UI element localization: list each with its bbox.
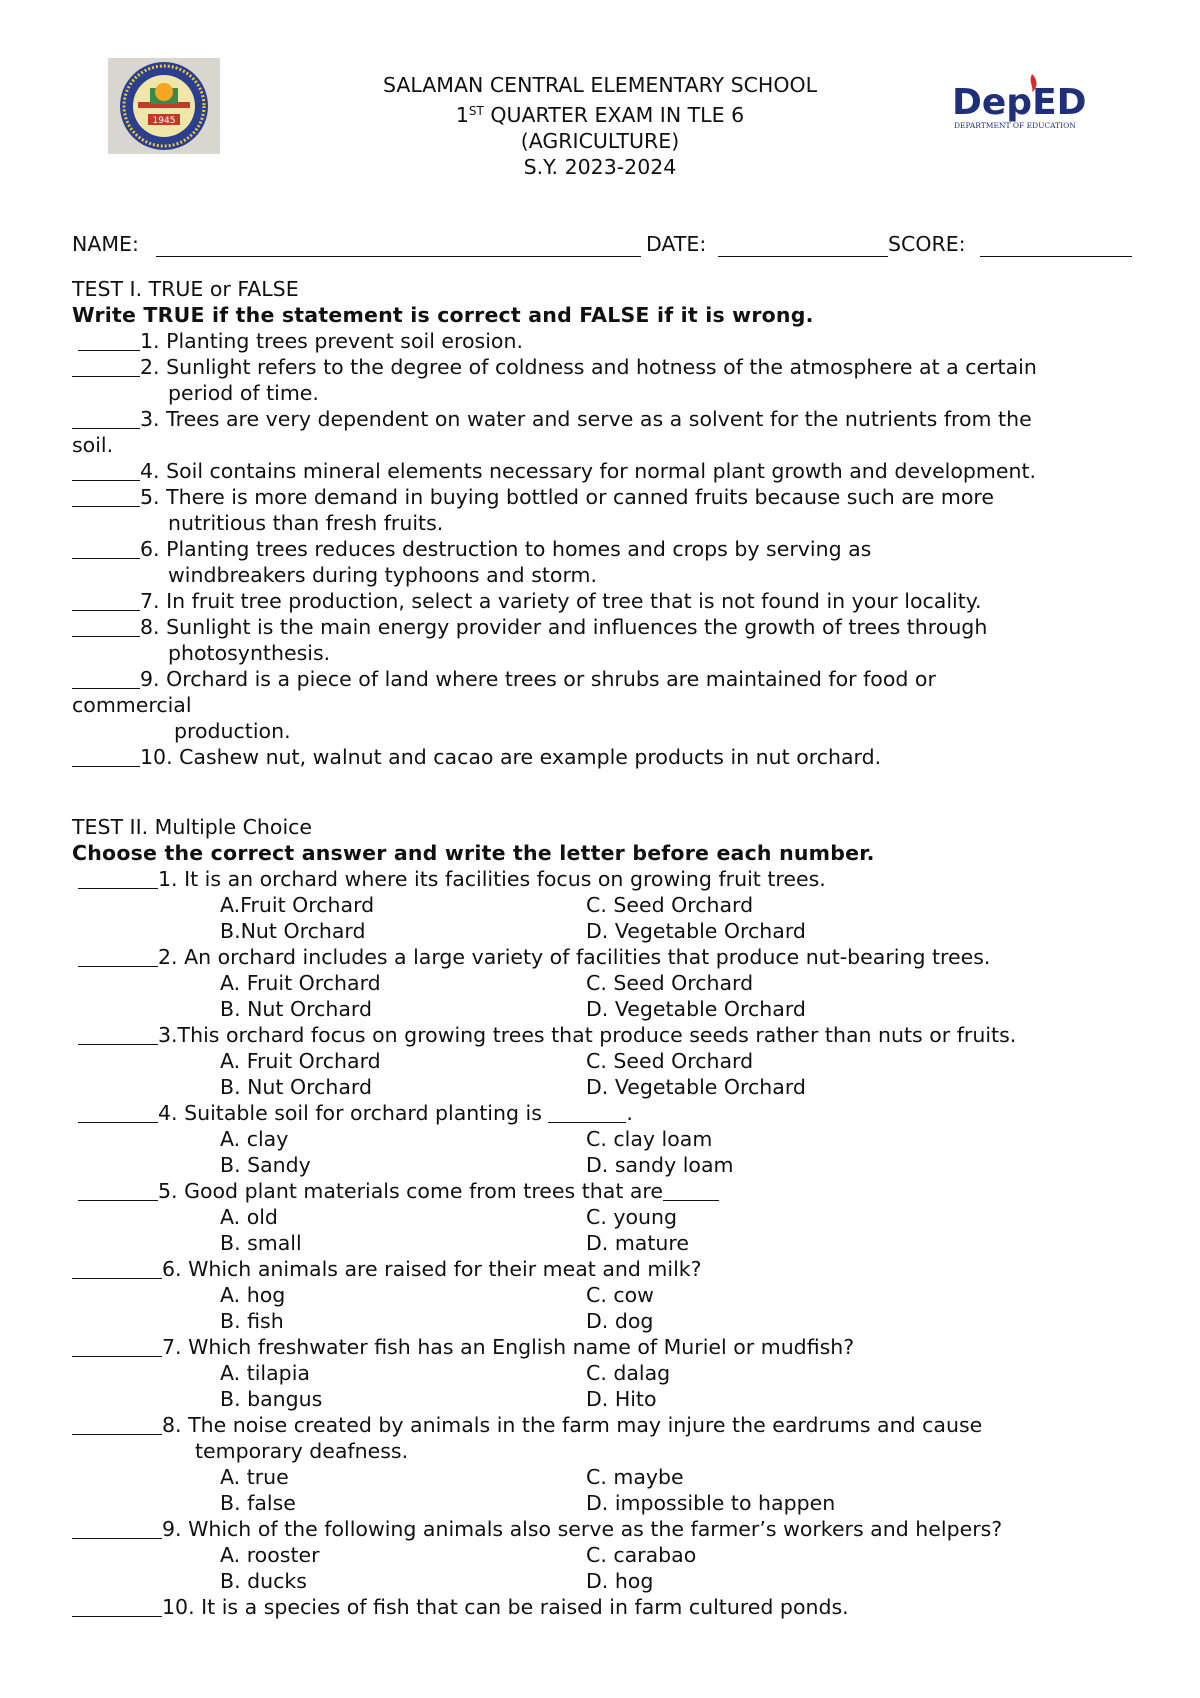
option-a: A. Fruit Orchard (220, 1049, 381, 1073)
list-item-continuation: photosynthesis. (168, 641, 331, 665)
answer-blank[interactable] (72, 1518, 162, 1539)
options-row (72, 1048, 1142, 1074)
option-b: B. Nut Orchard (220, 1075, 372, 1099)
list-item-continuation: soil. (72, 433, 114, 457)
name-label: NAME: (72, 232, 139, 256)
option-b: B. Nut Orchard (220, 997, 372, 1021)
exam-subject: (AGRICULTURE) (520, 129, 680, 153)
school-year: S.Y. 2023-2024 (523, 155, 677, 179)
deped-logo-text: DepED (952, 82, 1087, 123)
list-item: 1. Planting trees prevent soil erosion. (72, 328, 1142, 354)
answer-blank[interactable] (72, 616, 140, 637)
deped-logo (950, 68, 1115, 140)
options-row (72, 1568, 1142, 1594)
answer-blank[interactable] (72, 1414, 162, 1435)
option-d: D. Vegetable Orchard (586, 919, 806, 943)
score-field[interactable] (980, 256, 1132, 257)
option-d: D. hog (586, 1569, 654, 1593)
options-row (72, 1126, 1142, 1152)
option-d: D. sandy loam (586, 1153, 734, 1177)
option-c: C. Seed Orchard (586, 1049, 754, 1073)
name-field[interactable] (156, 256, 641, 257)
answer-blank[interactable] (72, 590, 140, 611)
answer-blank[interactable] (78, 1102, 158, 1123)
question-row: 3.This orchard focus on growing trees that produce seeds rather than nuts or fruits. (72, 1022, 1142, 1048)
options-row (72, 1386, 1142, 1412)
list-item-continuation: windbreakers during typhoons and storm. (168, 563, 598, 587)
test1-title: TEST I. TRUE or FALSE (72, 277, 299, 301)
answer-blank[interactable] (72, 1336, 162, 1357)
list-item: 5. There is more demand in buying bottled or canned fruits because such are more (72, 484, 1142, 510)
answer-blank[interactable] (72, 668, 140, 689)
option-b: B. bangus (220, 1387, 323, 1411)
option-a: A. clay (220, 1127, 289, 1151)
option-c: C. young (586, 1205, 678, 1229)
options-row (72, 918, 1142, 944)
school-name: SALAMAN CENTRAL ELEMENTARY SCHOOL (382, 73, 818, 97)
option-c: C. maybe (586, 1465, 684, 1489)
deped-logo-subtext: DEPARTMENT OF EDUCATION (954, 121, 1076, 130)
options-row (72, 1490, 1142, 1516)
test1-instruction: Write TRUE if the statement is correct and FALSE if it is wrong. (72, 303, 814, 327)
option-c: C. Seed Orchard (586, 893, 754, 917)
option-a: A. tilapia (220, 1361, 310, 1385)
question-row: 4. Suitable soil for orchard planting is . (72, 1100, 1142, 1126)
exam-header (300, 72, 900, 180)
answer-blank[interactable] (72, 460, 140, 481)
answer-blank[interactable] (72, 538, 140, 559)
list-item-continuation: production. (174, 719, 291, 743)
option-a: A.Fruit Orchard (220, 893, 375, 917)
seal-year: 1945 (152, 116, 176, 126)
option-d: D. Vegetable Orchard (586, 997, 806, 1021)
student-info-line (72, 232, 1132, 258)
option-c: C. cow (586, 1283, 654, 1307)
question-row: 7. Which freshwater fish has an English name of Muriel or mudfish? (72, 1334, 1142, 1360)
list-item: 2. Sunlight refers to the degree of coldness and hotness of the atmosphere at a certain (72, 354, 1142, 380)
option-c: C. Seed Orchard (586, 971, 754, 995)
option-a: A. true (220, 1465, 289, 1489)
list-item-continuation: commercial (72, 693, 192, 717)
options-row (72, 1230, 1142, 1256)
options-row (72, 1152, 1142, 1178)
question-continuation: temporary deafness. (195, 1439, 409, 1463)
list-item: 9. Orchard is a piece of land where trees or shrubs are maintained for food or (72, 666, 1142, 692)
option-b: B. small (220, 1231, 302, 1255)
answer-blank[interactable] (78, 946, 158, 967)
option-b: B. ducks (220, 1569, 307, 1593)
question-row: 5. Good plant materials come from trees that are (72, 1178, 1142, 1204)
options-row (72, 1074, 1142, 1100)
options-row (72, 1360, 1142, 1386)
list-item: 7. In fruit tree production, select a variety of tree that is not found in your locality. (72, 588, 1142, 614)
option-b: B. fish (220, 1309, 284, 1333)
answer-blank[interactable] (78, 1180, 158, 1201)
option-c: C. carabao (586, 1543, 697, 1567)
options-row (72, 1282, 1142, 1308)
options-row (72, 1204, 1142, 1230)
option-a: A. Fruit Orchard (220, 971, 381, 995)
answer-blank[interactable] (72, 1596, 162, 1617)
question-row: 8. The noise created by animals in the farm may injure the eardrums and cause (72, 1412, 1142, 1438)
test2-instruction: Choose the correct answer and write the letter before each number. (72, 841, 875, 865)
list-item: 10. Cashew nut, walnut and cacao are example products in nut orchard. (72, 744, 1142, 770)
option-a: A. rooster (220, 1543, 320, 1567)
question-row: 1. It is an orchard where its facilities focus on growing fruit trees. (72, 866, 1142, 892)
answer-blank[interactable] (72, 408, 140, 429)
option-d: D. impossible to happen (586, 1491, 836, 1515)
list-item: 8. Sunlight is the main energy provider and influences the growth of trees through (72, 614, 1142, 640)
answer-blank[interactable] (72, 1258, 162, 1279)
question-row: 9. Which of the following animals also serve as the farmer’s workers and helpers? (72, 1516, 1142, 1542)
answer-blank[interactable] (78, 330, 140, 351)
list-item-continuation: nutritious than fresh fruits. (168, 511, 444, 535)
answer-blank[interactable] (72, 746, 140, 767)
option-c: C. dalag (586, 1361, 671, 1385)
answer-blank[interactable] (78, 1024, 158, 1045)
answer-blank[interactable] (72, 356, 140, 377)
option-b: B.Nut Orchard (220, 919, 366, 943)
option-a: A. old (220, 1205, 278, 1229)
option-d: D. Hito (586, 1387, 657, 1411)
options-row (72, 1464, 1142, 1490)
test1-section (72, 276, 1142, 770)
list-item-continuation: period of time. (168, 381, 319, 405)
options-row (72, 892, 1142, 918)
list-item: 4. Soil contains mineral elements necessary for normal plant growth and development. (72, 458, 1142, 484)
question-row: 2. An orchard includes a large variety of facilities that produce nut-bearing trees. (72, 944, 1142, 970)
option-a: A. hog (220, 1283, 286, 1307)
date-label: DATE: (646, 232, 707, 256)
score-label: SCORE: (888, 232, 966, 256)
answer-blank[interactable] (72, 486, 140, 507)
option-c: C. clay loam (586, 1127, 713, 1151)
school-seal-logo (108, 58, 220, 154)
date-field[interactable] (718, 256, 888, 257)
test2-title: TEST II. Multiple Choice (72, 815, 313, 839)
option-b: B. Sandy (220, 1153, 311, 1177)
option-d: D. Vegetable Orchard (586, 1075, 806, 1099)
option-d: D. dog (586, 1309, 654, 1333)
test2-section (72, 814, 1142, 1620)
inline-blank[interactable] (663, 1180, 719, 1201)
option-d: D. mature (586, 1231, 689, 1255)
options-row (72, 1308, 1142, 1334)
option-b: B. false (220, 1491, 296, 1515)
list-item: 6. Planting trees reduces destruction to homes and crops by serving as (72, 536, 1142, 562)
options-row (72, 1542, 1142, 1568)
options-row (72, 970, 1142, 996)
options-row (72, 996, 1142, 1022)
exam-title: 1ST QUARTER EXAM IN TLE 6 (455, 103, 745, 127)
list-item: 3. Trees are very dependent on water and serve as a solvent for the nutrients from the (72, 406, 1142, 432)
answer-blank[interactable] (78, 868, 158, 889)
question-row: 6. Which animals are raised for their meat and milk? (72, 1256, 1142, 1282)
question-row: 10. It is a species of fish that can be raised in farm cultured ponds. (72, 1594, 1142, 1620)
inline-blank[interactable] (548, 1102, 626, 1123)
